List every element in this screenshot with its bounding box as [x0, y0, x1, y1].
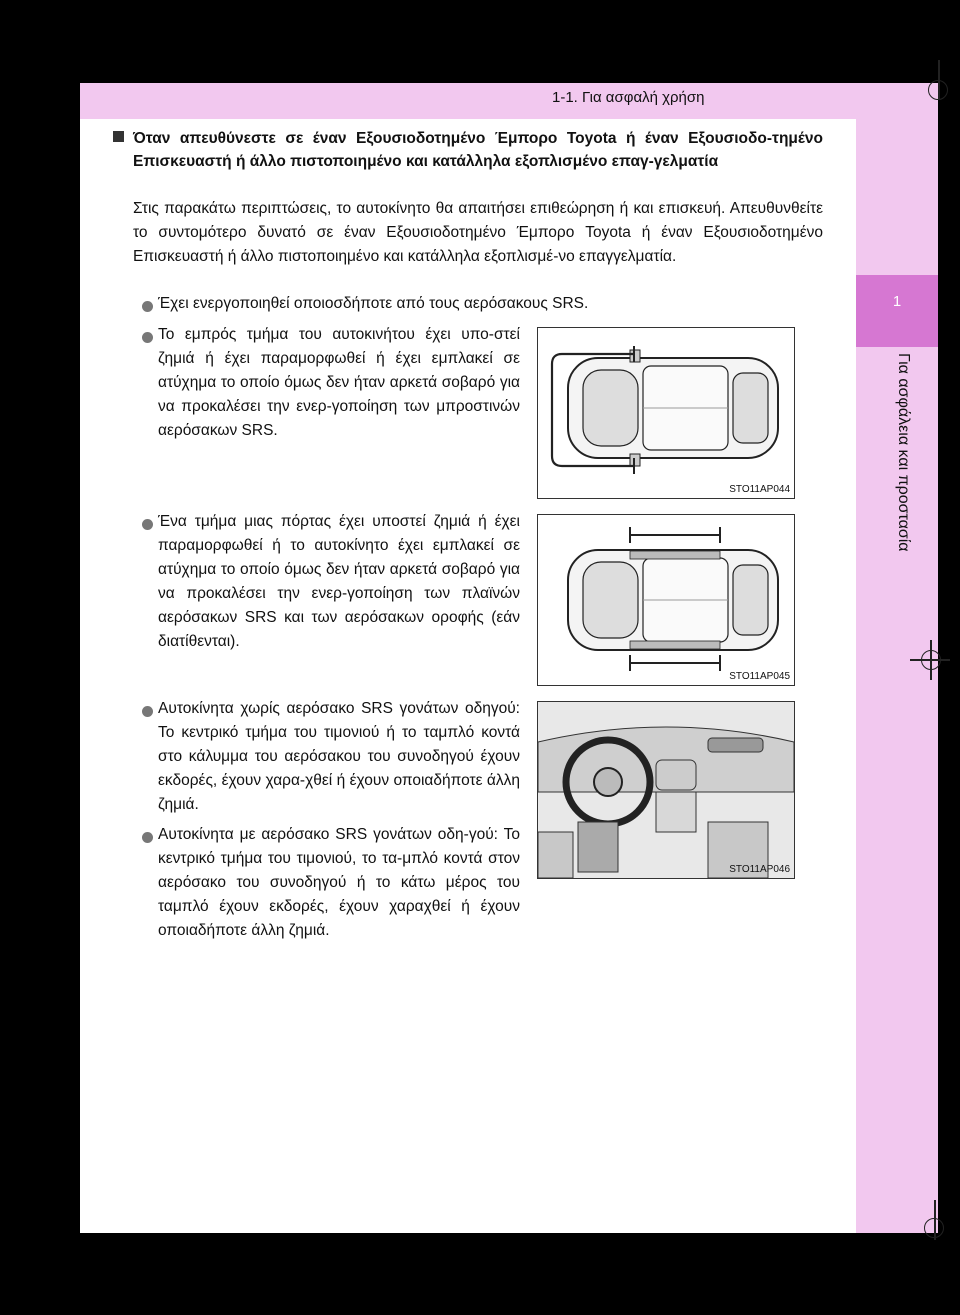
bullet-dot: [142, 519, 153, 530]
manual-page: [80, 83, 938, 1233]
registration-line: [930, 640, 932, 680]
figure-dashboard: [537, 701, 795, 879]
figure-label: STO11AP044: [729, 484, 790, 495]
car-top-view-side-icon: [538, 515, 794, 685]
figure-label: STO11AP046: [729, 864, 790, 875]
bullet-item-5: Αυτοκίνητα με αερόσακο SRS γονάτων οδη-γού: Το κεντρικό τμήμα του τιμονιού, το τα-μπλό κοντά στον αερόσακο του συνοδηγού ή το κάτω μέρος του ταμπλό έχουν εκδορές, έχουν χαραχθεί ή έχουν οποιαδήποτε άλλη ζημιά.: [158, 826, 520, 939]
dashboard-interior-icon: [538, 702, 794, 878]
bullet-dot: [142, 301, 153, 312]
bullet-item-2: Το εμπρός τμήμα του αυτοκινήτου έχει υπο-στεί ζημιά ή έχει παραμορφωθεί ή έχει εμπλακεί σε ατύχημα το οποίο όμως δεν ήταν αρκετά σοβαρό για να προκαλέσει την ενερ-γοποίηση των μπροστινών αερόσακων SRS.: [158, 326, 520, 439]
bullet-dot: [142, 832, 153, 843]
figure-label: STO11AP045: [729, 671, 790, 682]
header-bar: [80, 83, 856, 119]
car-top-view-front-icon: [538, 328, 794, 498]
intro-paragraph: Στις παρακάτω περιπτώσεις, το αυτοκίνητο θα απαιτήσει επιθεώρηση ή και επισκευή. Απευθυνθείτε το συντομότερο δυνατό σε έναν Εξουσιοδοτημένο Έμπορο Toyota ή έναν Εξουσιοδοτημένο Επισκευαστή ή άλλο πιστοποιημένο και κατάλληλα εξοπλισμέ-νο επαγγελματία.: [133, 200, 823, 265]
chapter-number: 1: [892, 293, 902, 310]
chapter-number-box: [856, 275, 938, 347]
section-heading: Όταν απευθύνεστε σε έναν Εξουσιοδοτημένο Έμπορο Toyota ή έναν Εξουσιοδο-τημένο Επισκευαστή ή άλλο πιστοποιημένο και κατάλληλα εξοπλισμένο επαγ-γελματία: [133, 130, 823, 170]
heading-square-bullet: [113, 131, 124, 142]
bullet-dot: [142, 332, 153, 343]
chapter-title: Για ασφάλεια και προστασία: [895, 353, 912, 552]
figure-door-damage: [537, 514, 795, 686]
bullet-item-3: Ένα τμήμα μιας πόρτας έχει υποστεί ζημιά ή έχει παραμορφωθεί ή το αυτοκίνητο έχει εμπλακεί σε ατύχημα το οποίο όμως δεν ήταν αρκετά σοβαρό για να προκαλέσει την ενερ-γοποίηση των πλαϊνών αερόσακων SRS και των αερόσακων οροφής (εάν διατίθενται).: [158, 513, 520, 650]
bullet-item-4: Αυτοκίνητα χωρίς αερόσακο SRS γονάτων οδηγού: Το κεντρικό τμήμα του τιμονιού ή το ταμπλό κοντά στο κάλυμμα του αερόσακου του συνοδηγού έχουν εκδορές, έχουν χαρα-χθεί ή έχουν οποιαδήποτε άλλη ζημιά.: [158, 700, 520, 813]
registration-line: [934, 1200, 936, 1240]
bullet-item-1: Έχει ενεργοποιηθεί οποιοσδήποτε από τους αερόσακους SRS.: [158, 295, 589, 312]
section-header: 1-1. Για ασφαλή χρήση: [552, 89, 705, 106]
figure-front-damage: [537, 327, 795, 499]
bullet-dot: [142, 706, 153, 717]
registration-line: [938, 60, 940, 100]
